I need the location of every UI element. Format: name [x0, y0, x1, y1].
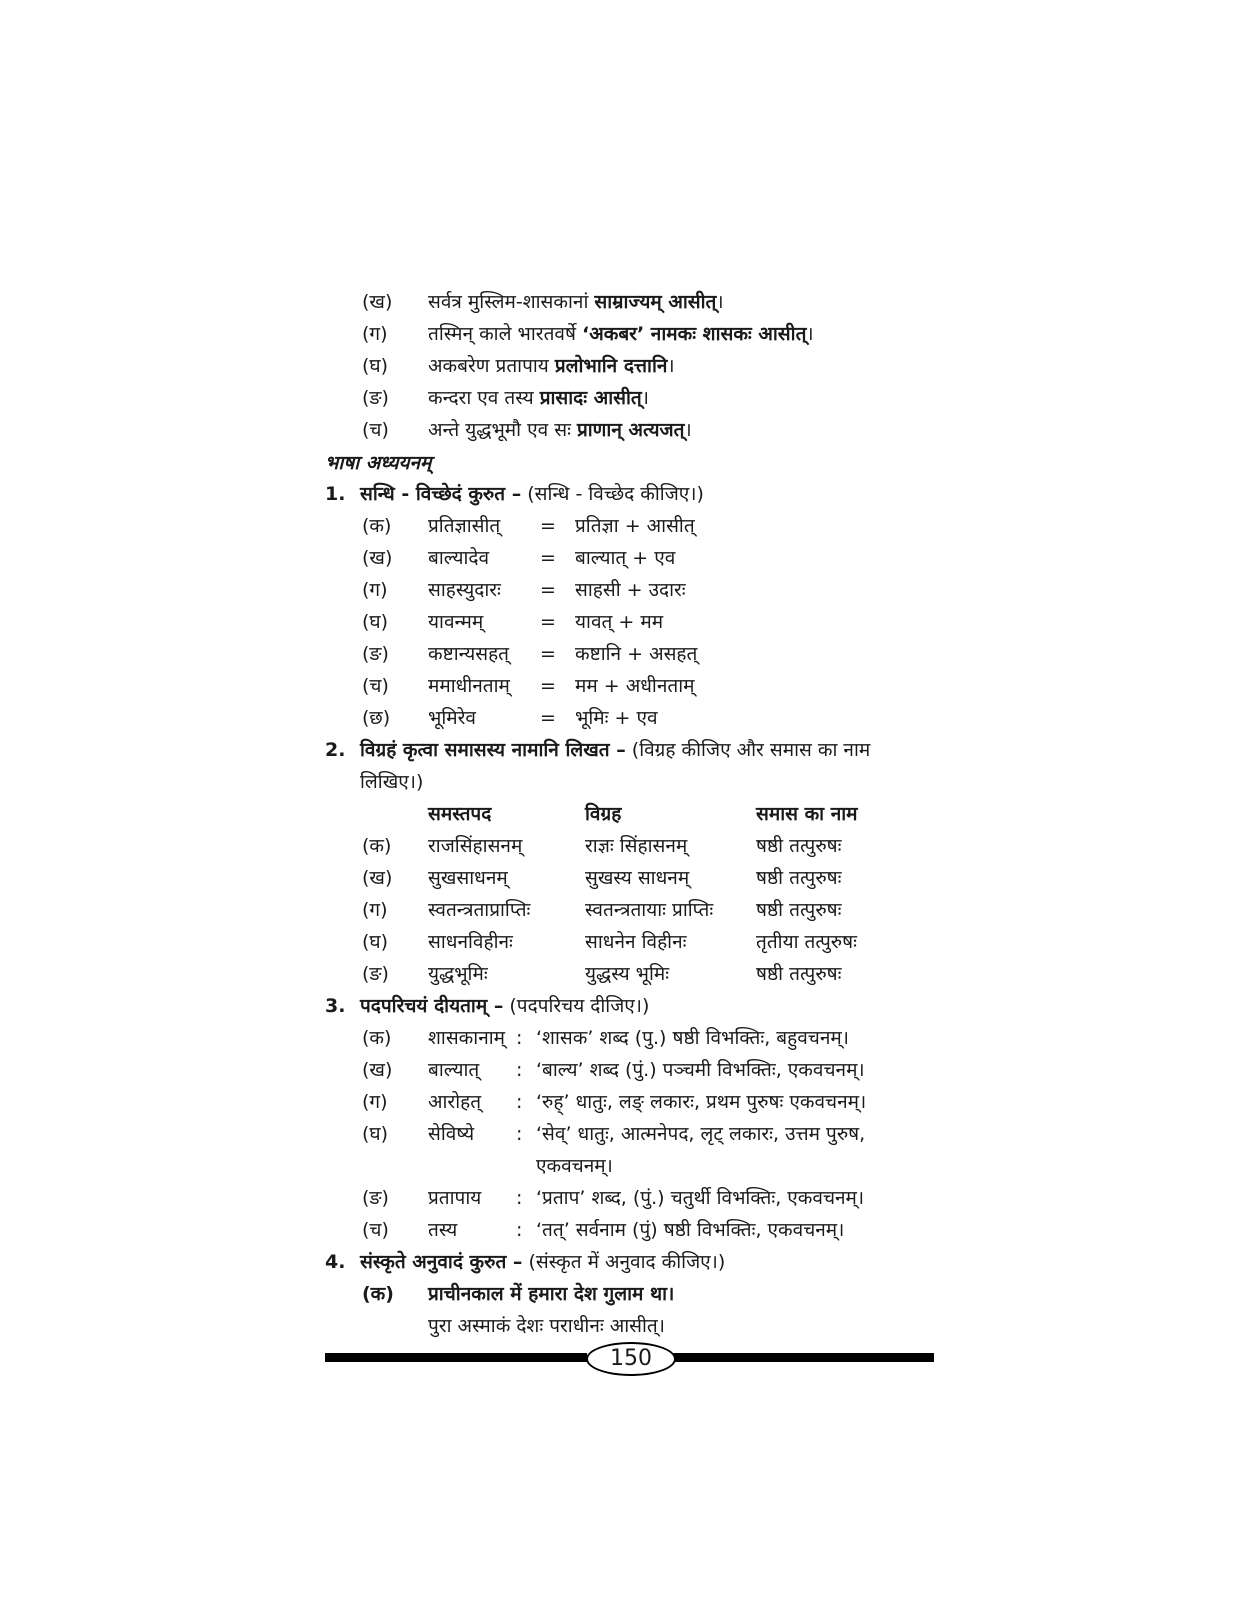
row-label: (ङ) [362, 963, 389, 985]
word: सुखसाधनम् [428, 867, 508, 889]
word: आरोहत् [428, 1091, 482, 1113]
footer-rule-left [325, 1353, 587, 1362]
item-label: (ग) [362, 323, 388, 345]
row-label: (घ) [362, 931, 389, 953]
row-label: (ग) [362, 899, 388, 921]
row-label: (ख) [362, 547, 393, 569]
question-text: संस्कृते अनुवादं कुरुत – (संस्कृत में अनुवाद कीजिए।) [360, 1251, 726, 1273]
question-number: 2. [325, 739, 346, 761]
item-label: (घ) [362, 355, 389, 377]
sandhi-split: भूमिः + एव [575, 707, 658, 729]
word-analysis: ‘रुह्’ धातुः, लङ् लकारः, प्रथम पुरुषः एकवचनम्। [536, 1091, 867, 1113]
vigraha: राज्ञः सिंहासनम् [585, 835, 688, 857]
word-analysis-continued: एकवचनम्। [536, 1155, 613, 1177]
word: प्रतापाय [428, 1187, 482, 1209]
equals-sign: = [540, 643, 556, 665]
sandhi-split: कष्टानि + असहत् [575, 643, 698, 665]
sandhi-split: मम + अधीनताम् [575, 675, 695, 697]
row-label: (ख) [362, 867, 393, 889]
column-header: समास का नाम [756, 803, 858, 825]
sandhi-split: बाल्यात् + एव [575, 547, 676, 569]
samasa-name: षष्ठी तत्पुरुषः [756, 835, 842, 857]
colon: : [516, 1091, 523, 1113]
row-label: (छ) [362, 707, 391, 729]
word: प्रतिज्ञासीत् [428, 515, 501, 537]
row-label: (घ) [362, 611, 389, 633]
column-header: विग्रह [585, 803, 622, 825]
vigraha: युद्धस्य भूमिः [585, 963, 670, 985]
item-text: तस्मिन् काले भारतवर्षे ‘अकबर’ नामकः शासकः आसीत्। [428, 323, 814, 345]
word: राजसिंहासनम् [428, 835, 523, 857]
row-label: (घ) [362, 1123, 389, 1145]
item-label: (ख) [362, 291, 393, 313]
word: तस्य [428, 1219, 458, 1241]
word: साधनविहीनः [428, 931, 513, 953]
row-label: (क) [362, 1027, 392, 1049]
page-number: 150 [586, 1342, 676, 1376]
word: भूमिरेव [428, 707, 476, 729]
row-label: (क) [362, 835, 392, 857]
row-label: (च) [362, 675, 389, 697]
samasa-name: षष्ठी तत्पुरुषः [756, 899, 842, 921]
item-label: (ङ) [362, 387, 389, 409]
row-label: (च) [362, 1219, 389, 1241]
word-analysis: ‘बाल्य’ शब्द (पुं.) पञ्चमी विभक्तिः, एकवचनम्। [536, 1059, 865, 1081]
equals-sign: = [540, 707, 556, 729]
equals-sign: = [540, 515, 556, 537]
row-label: (ङ) [362, 1187, 389, 1209]
vigraha: स्वतन्त्रतायाः प्राप्तिः [585, 899, 714, 921]
colon: : [516, 1187, 523, 1209]
sandhi-split: प्रतिज्ञा + आसीत् [575, 515, 695, 537]
question-number: 1. [325, 483, 346, 505]
item-text: अकबरेण प्रतापाय प्रलोभानि दत्तानि। [428, 355, 675, 377]
sandhi-split: यावत् + मम [575, 611, 664, 633]
word: साहस्युदारः [428, 579, 501, 601]
row-label: (ग) [362, 579, 388, 601]
vigraha: साधनेन विहीनः [585, 931, 687, 953]
word: यावन्मम् [428, 611, 484, 633]
item-text: सर्वत्र मुस्लिम-शासकानां साम्राज्यम् आसीत्। [428, 291, 724, 313]
question-text: विग्रहं कृत्वा समासस्य नामानि लिखत – (विग्रह कीजिए और समास का नाम [360, 739, 871, 761]
sentence-to-translate: प्राचीनकाल में हमारा देश गुलाम था। [428, 1283, 675, 1305]
colon: : [516, 1059, 523, 1081]
translated-sentence: पुरा अस्माकं देशः पराधीनः आसीत्। [428, 1315, 665, 1337]
word: स्वतन्त्रताप्राप्तिः [428, 899, 531, 921]
vigraha: सुखस्य साधनम् [585, 867, 690, 889]
row-label: (क) [362, 515, 392, 537]
word: कष्टान्यसहत् [428, 643, 509, 665]
word-analysis: ‘सेव्’ धातुः, आत्मनेपद, लृट् लकारः, उत्तम पुरुष, [536, 1123, 866, 1145]
row-label: (ङ) [362, 643, 389, 665]
equals-sign: = [540, 547, 556, 569]
question-hint: लिखिए।) [360, 771, 424, 793]
equals-sign: = [540, 579, 556, 601]
equals-sign: = [540, 675, 556, 697]
word: युद्धभूमिः [428, 963, 488, 985]
word-analysis: ‘तत्’ सर्वनाम (पुं) षष्ठी विभक्तिः, एकवचनम्। [536, 1219, 845, 1241]
question-text: सन्धि - विच्छेदं कुरुत – (सन्धि - विच्छेद कीजिए।) [360, 483, 704, 505]
equals-sign: = [540, 611, 556, 633]
sandhi-split: साहसी + उदारः [575, 579, 686, 601]
word: ममाधीनताम् [428, 675, 510, 697]
section-title: भाषा अध्ययनम् [325, 452, 432, 474]
row-label: (ग) [362, 1091, 388, 1113]
word: बाल्यादेव [428, 547, 490, 569]
word-analysis: ‘प्रताप’ शब्द, (पुं.) चतुर्थी विभक्तिः, एकवचनम्। [536, 1187, 865, 1209]
column-header: समस्तपद [428, 803, 492, 825]
row-label: (ख) [362, 1059, 393, 1081]
word: शासकानाम् [428, 1027, 506, 1049]
item-label: (च) [362, 419, 389, 441]
word: बाल्यात् [428, 1059, 480, 1081]
word-analysis: ‘शासक’ शब्द (पु.) षष्ठी विभक्तिः, बहुवचनम्। [536, 1027, 849, 1049]
samasa-name: षष्ठी तत्पुरुषः [756, 963, 842, 985]
item-text: कन्दरा एव तस्य प्रासादः आसीत्। [428, 387, 649, 409]
colon: : [516, 1219, 523, 1241]
footer-rule-right [672, 1353, 934, 1362]
word: सेविष्ये [428, 1123, 475, 1145]
question-number: 3. [325, 995, 346, 1017]
item-text: अन्ते युद्धभूमौ एव सः प्राणान् अत्यजत्। [428, 419, 692, 441]
question-number: 4. [325, 1251, 346, 1273]
colon: : [516, 1123, 523, 1145]
row-label: (क) [362, 1283, 394, 1305]
samasa-name: षष्ठी तत्पुरुषः [756, 867, 842, 889]
samasa-name: तृतीया तत्पुरुषः [756, 931, 857, 953]
colon: : [516, 1027, 523, 1049]
question-text: पदपरिचयं दीयताम् – (पदपरिचय दीजिए।) [360, 995, 650, 1017]
